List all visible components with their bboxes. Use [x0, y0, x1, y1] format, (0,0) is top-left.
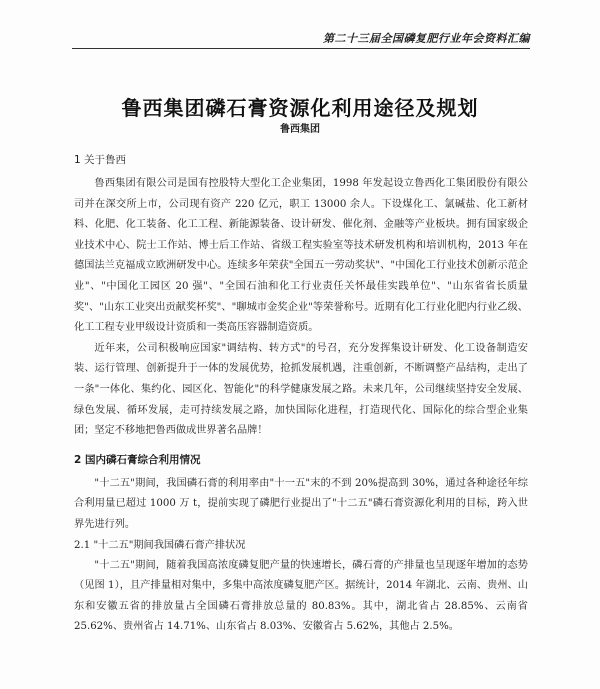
paragraph: 近年来，公司积极响应国家"调结构、转方式"的号召，充分发挥集设计研发、化工设备制造安装、运行管理、创新提升于一体的发展优势，抢抓发展机遇，注重创新，不断调整产品结构，走出了一条"一体化、集约化、园区化、智能化"的科学健康发展之路。未来几年，公司继续坚持安全发展、绿色发展、循环发展，走可持续发展之路，加快国际化进程，打造现代化、国际化的综合型企业集团；坚定不移地把鲁西做成世界著名品牌！: [74, 342, 528, 437]
section-gap: [74, 442, 528, 450]
document-title: 鲁西集团磷石膏资源化利用途径及规划: [121, 96, 479, 120]
document-author: 鲁西集团: [280, 124, 320, 135]
document-body: [74, 150, 528, 638]
section-heading-1: 1 关于鲁西: [74, 154, 127, 166]
running-header: 第二十三届全国磷复肥行业年会资料汇编: [323, 32, 530, 45]
section-heading-2: 2 国内磷石膏综合利用情况: [74, 453, 201, 466]
paragraph: 鲁西集团有限公司是国有控股特大型化工企业集团，1998 年发起设立鲁西化工集团股份有限公司并在深交所上市，公司现有资产 220 亿元，职工 13000 余人。下设煤化工、氯碱盐、化工新材料、化肥、化工装备、化工工程、新能源装备、设计研发、催化剂、金融等产业板块。拥有国家级企业技术中心、院士工作站、博士后工作站、省级工程实验室等技术研发机构和培训机构，2013 年在德国法兰克福成立欧洲研发中心。连续多年荣获"全国五一劳动奖状"、"中国化工行业技术创新示范企业"、"中国化工园区 20 强"、"全国石油和化工行业责任关怀最佳实践单位"、"山东省省长质量奖"、"山东工业突出贡献奖杯奖"、"聊城市金奖企业"等荣誉称号。近期有化工行业化肥内行业乙级、化工工程专业甲级设计资质和一类高压容器制造资质。: [74, 178, 528, 334]
paragraph: "十二五"期间，随着我国高浓度磷复肥产量的快速增长，磷石膏的产排量也呈现逐年增加的态势（见图 1），且产排量相对集中，多集中高浓度磷复肥产区。据统计，2014 年湖北、云南、贵州、山东和安徽五省的排放量占全国磷石膏排放总量的 80.83%。其中，湖北省占 28.85%、云南省 25.62%、贵州省占 14.71%、山东省占 8.03%、安徽省占 5.62%，其他占 2.5%。: [74, 559, 528, 633]
paragraph: "十二五"期间，我国磷石膏的利用率由"十一五"末的不到 20%提高到 30%，通过各种途径年综合利用量已超过 1000 万 t，提前实现了磷肥行业提出了"十二五"磷石膏资源化利用的目标，跨入世界先进行列。: [74, 477, 528, 530]
header-rule: [72, 48, 530, 49]
subsection-heading-2-1: 2.1 "十二五"期间我国磷石膏产排状况: [74, 539, 246, 551]
